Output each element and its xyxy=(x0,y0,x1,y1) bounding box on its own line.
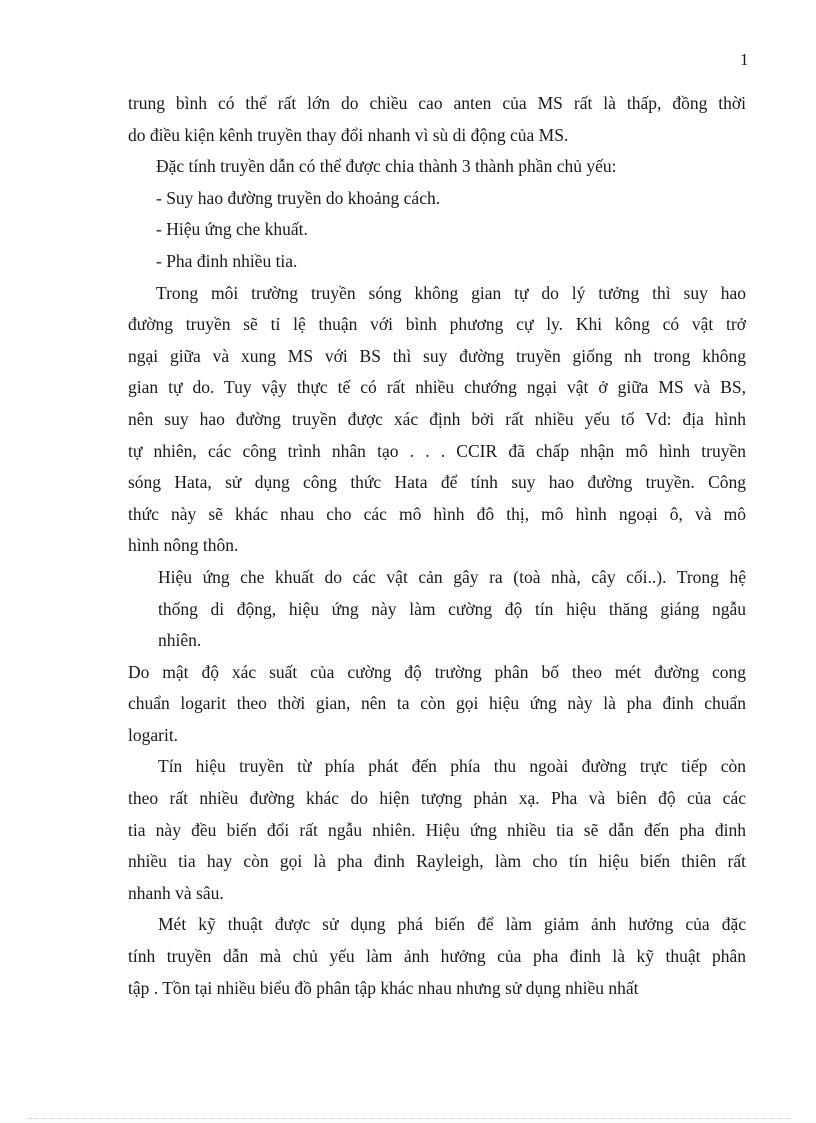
page-bottom-divider xyxy=(28,1118,790,1119)
document-body xyxy=(128,88,746,1004)
text-line: hình nông thôn. xyxy=(128,535,239,556)
text-line: nhanh và sâu. xyxy=(128,882,224,903)
text-line: tự nhiên, các công trình nhân tạo . . . CCIR đã chấp nhận mô hình truyền xyxy=(128,440,746,461)
text-line: thống di động, hiệu ứng này làm cường độ tín hiệu thăng giáng ngẫu xyxy=(158,598,746,619)
text-line: gian tự do. Tuy vậy thực tế có rất nhiều chướng ngại vật ở giữa MS và BS, xyxy=(128,377,746,398)
text-line: nhiều tia hay còn gọi là pha đinh Rayleigh, làm cho tín hiệu biến thiên rất xyxy=(128,851,746,872)
list-item: - Suy hao đường truyền do khoảng cách. xyxy=(156,187,441,208)
text-line: tính truyền dẫn mà chủ yếu làm ảnh hưởng của pha đinh là kỹ thuật phân xyxy=(128,946,746,967)
text-line: theo rất nhiều đường khác do hiện tượng phản xạ. Pha và biên độ của các xyxy=(128,788,746,809)
text-line: nên suy hao đường truyền được xác định bởi rất nhiều yếu tố Vd: địa hình xyxy=(128,408,746,429)
text-line: nhiên. xyxy=(158,630,202,651)
text-line: tia này đều biến đổi rất ngẫu nhiên. Hiệu ứng nhiều tia sẽ dẫn đến pha đinh xyxy=(128,819,746,840)
text-line: thức này sẽ khác nhau cho các mô hình đô thị, mô hình ngoại ô, và mô xyxy=(128,503,746,524)
text-line: do điều kiện kênh truyền thay đổi nhanh vì sù di động của MS. xyxy=(128,124,569,145)
list-item: - Hiệu ứng che khuất. xyxy=(156,219,308,240)
text-line: ngại giữa và xung MS với BS thì suy đường truyền giống nh trong không xyxy=(128,345,746,366)
text-line: Trong môi trường truyền sóng không gian tự do lý tưởng thì suy hao xyxy=(156,282,746,303)
text-line: đường truyền sẽ tỉ lệ thuận với bình phương cự ly. Khi kông có vật trở xyxy=(128,314,746,335)
text-line: chuẩn logarit theo thời gian, nên ta còn gọi hiệu ứng này là pha đinh chuẩn xyxy=(128,693,746,714)
text-line: Đặc tính truyền dẫn có thể được chia thành 3 thành phần chủ yếu: xyxy=(156,156,617,177)
text-line: Hiệu ứng che khuất do các vật cản gây ra (toà nhà, cây cối..). Trong hệ xyxy=(158,566,746,587)
text-line: tập . Tồn tại nhiều biểu đồ phân tập khác nhau nhưng sử dụng nhiều nhất xyxy=(128,977,639,998)
text-line: sóng Hata, sử dụng công thức Hata để tính suy hao đường truyền. Công xyxy=(128,472,746,493)
text-line: Mét kỹ thuật được sử dụng phá biến để làm giảm ảnh hưởng của đặc xyxy=(158,914,746,935)
list-item: - Pha đinh nhiều tia. xyxy=(156,250,298,271)
text-line: trung bình có thể rất lớn do chiều cao anten của MS rất là thấp, đồng thời xyxy=(128,93,746,113)
text-line: logarit. xyxy=(128,724,179,745)
page-number: 1 xyxy=(740,50,749,69)
text-line: Do mật độ xác suất của cường độ trường phân bố theo mét đường cong xyxy=(128,661,746,682)
text-line: Tín hiệu truyền từ phía phát đến phía thu ngoài đường trực tiếp còn xyxy=(158,756,746,777)
